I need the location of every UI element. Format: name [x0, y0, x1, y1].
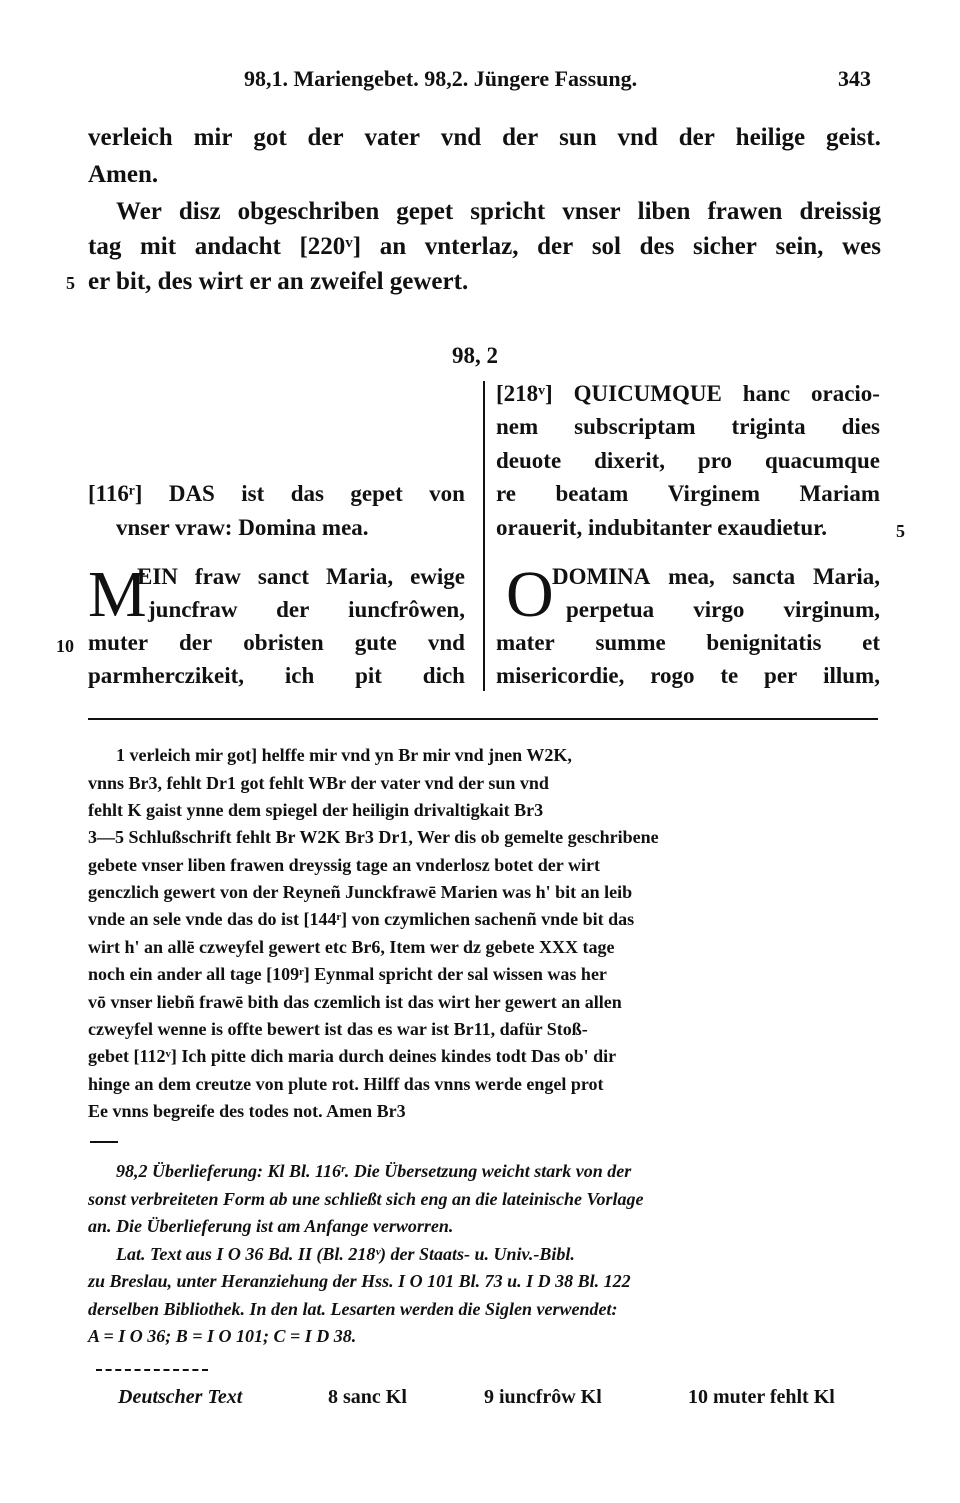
apparatus-rule: [88, 718, 878, 720]
word: oracio-: [811, 381, 880, 406]
word: DAS: [168, 481, 215, 506]
word: verleich: [88, 124, 173, 151]
word: quacumque: [764, 448, 880, 473]
latin-rubric-line-1: [496, 381, 880, 407]
line-number: 10: [56, 636, 74, 656]
apparatus-line-14: Ee vnns begreife des todes not. Amen Br3: [88, 1101, 406, 1121]
german-body-line-2: [148, 597, 465, 623]
word: disz: [178, 198, 221, 225]
apparatus-line-5: gebete vnser liben frawen dreyssig tage an vnderlosz botet der wirt: [88, 855, 600, 875]
german-body-line-4: [88, 663, 465, 689]
footer-label: Deutscher Text: [118, 1386, 243, 1408]
word: wes: [842, 233, 881, 260]
word: dreissig: [799, 198, 881, 225]
word: te: [720, 663, 739, 688]
german-title-line-1: [88, 481, 465, 507]
word: mater: [496, 630, 555, 655]
word: hanc: [742, 381, 791, 406]
word: an: [379, 233, 407, 260]
word: spricht: [470, 198, 546, 225]
latin-rubric-line-2: [496, 414, 880, 440]
word: dich: [422, 663, 465, 688]
notes-line-4: Lat. Text aus I O 36 Bd. II (Bl. 218ᵛ) der Staats- u. Univ.-Bibl.: [116, 1244, 575, 1264]
word: vnd: [440, 124, 482, 151]
word: liben: [637, 198, 691, 225]
main-text-line-2: Amen.: [88, 161, 159, 188]
word: der: [678, 124, 715, 151]
line-number: 5: [66, 273, 75, 293]
word: muter: [88, 630, 149, 655]
word: fraw: [194, 564, 241, 589]
word: ewige: [410, 564, 465, 589]
apparatus-line-6: genczlich gewert von der Reyneñ Junckfrawē Marien was h' bit an leib: [88, 882, 633, 902]
footer-entry-2: 9 iuncfrôw Kl: [484, 1386, 602, 1408]
word: der: [276, 597, 310, 622]
word: rogo: [650, 663, 695, 688]
footer-entry-3: 10 muter fehlt Kl: [688, 1386, 835, 1408]
footer-separator: [96, 1369, 208, 1371]
word: der: [307, 124, 344, 151]
word: gute: [354, 630, 397, 655]
german-title-line-2: vnser vraw: Domina mea.: [116, 515, 369, 540]
word: Maria,: [326, 564, 394, 589]
drop-cap-m: M: [88, 558, 147, 631]
word: sol: [591, 233, 622, 260]
word: gepet: [350, 481, 403, 506]
word: sun: [559, 124, 597, 151]
notes-line-7: A = I O 36; B = I O 101; C = I D 38.: [88, 1326, 357, 1346]
line-number: 5: [896, 521, 905, 541]
word: der: [537, 233, 574, 260]
word: das: [290, 481, 324, 506]
notes-line-6: derselben Bibliothek. In den lat. Lesarten werden die Siglen verwendet:: [88, 1299, 618, 1319]
word: sanct: [257, 564, 310, 589]
word: subscriptam: [574, 414, 696, 439]
main-text-line-3: [116, 198, 881, 226]
word: der: [502, 124, 539, 151]
word: Wer: [116, 198, 162, 225]
word: mir: [193, 124, 233, 151]
apparatus-line-11: czweyfel wenne is offte bewert ist das es war ist Br11, dafür Stoß-: [88, 1019, 588, 1039]
main-text-line-4: [88, 233, 881, 261]
apparatus-line-3: fehlt K gaist ynne dem spiegel der heiligin drivaltigkait Br3: [88, 800, 544, 820]
main-text-line-1: [88, 124, 881, 152]
apparatus-line-13: hinge an dem creutze von plute rot. Hilff das vnns werde engel prot: [88, 1074, 604, 1094]
word: illum,: [823, 663, 880, 688]
apparatus-line-8: wirt h' an allē czweyfel gewert etc Br6, Item wer dz gebete XXX tage: [88, 937, 615, 957]
word: ich: [284, 663, 315, 688]
apparatus-line-12: gebet [112ᵛ] Ich pitte dich maria durch deines kindes todt Das ob' dir: [88, 1046, 617, 1066]
latin-body-line-4: [496, 663, 880, 689]
word: frawen: [707, 198, 783, 225]
word: got: [253, 124, 287, 151]
word: tag: [88, 233, 122, 260]
word: iuncfrôwen,: [348, 597, 465, 622]
word: gepet: [396, 198, 454, 225]
word: sein,: [775, 233, 824, 260]
word: vnd: [617, 124, 658, 151]
word: et: [862, 630, 880, 655]
apparatus-line-9: noch ein ander all tage [109ʳ] Eynmal spricht der sal wissen was her: [88, 964, 607, 984]
word: pit: [355, 663, 382, 688]
latin-body-line-3: [496, 630, 880, 656]
word: obgeschriben: [237, 198, 380, 225]
word: Maria,: [812, 564, 880, 589]
word: QUICUMQUE: [573, 381, 722, 406]
word: re: [496, 481, 517, 506]
word: vnd: [427, 630, 465, 655]
word: Mariam: [799, 481, 880, 506]
word: EIN: [137, 564, 178, 589]
page-number: 343: [838, 66, 871, 91]
word: dies: [841, 414, 880, 439]
word: [218ᵛ]: [496, 381, 553, 406]
main-text-line-5: er bit, des wirt er an zweifel gewert.: [88, 268, 469, 295]
word: virgo: [693, 597, 745, 622]
word: obristen: [243, 630, 324, 655]
running-head: 98,1. Mariengebet. 98,2. Jüngere Fassung.: [244, 66, 638, 91]
word: virginum,: [783, 597, 880, 622]
latin-rubric-line-3: [496, 448, 880, 474]
notes-line-3: an. Die Überlieferung ist am Anfange verworren.: [88, 1216, 454, 1236]
word: dixerit,: [594, 448, 665, 473]
notes-separator: [90, 1141, 118, 1143]
word: pro: [697, 448, 733, 473]
word: des: [639, 233, 675, 260]
apparatus-line-7: vnde an sele vnde das do ist [144ʳ] von czymlichen sachenñ vnde bit das: [88, 909, 635, 929]
word: beatam: [555, 481, 629, 506]
word: geist.: [825, 124, 881, 151]
word: sicher: [693, 233, 757, 260]
footer-entry-1: 8 sanc Kl: [328, 1386, 407, 1408]
notes-line-2: sonst verbreiteten Form ab une schließt sich eng an die lateinische Vorlage: [88, 1189, 644, 1209]
german-body-line-3: [88, 630, 465, 656]
notes-line-5: zu Breslau, unter Heranziehung der Hss. I O 101 Bl. 73 u. I D 38 Bl. 122: [88, 1271, 631, 1291]
apparatus-line-10: vō vnser liebñ frawē bith das czemlich ist das wirt her gewert an allen: [88, 992, 622, 1012]
word: [116ʳ]: [88, 481, 143, 506]
word: andacht: [194, 233, 281, 260]
apparatus-line-1: 1 verleich mir got] helffe mir vnd yn Br mir vnd jnen W2K,: [116, 745, 572, 765]
section-heading: 98, 2: [452, 343, 498, 368]
column-divider: [483, 381, 485, 691]
word: mit: [139, 233, 177, 260]
latin-body-line-1: [552, 564, 880, 590]
word: deuote: [496, 448, 562, 473]
notes-line-1: 98,2 Überlieferung: Kl Bl. 116ʳ. Die Übersetzung weicht stark von der: [116, 1161, 632, 1181]
apparatus-line-4: 3—5 Schlußschrift fehlt Br W2K Br3 Dr1, Wer dis ob gemelte geschribene: [88, 827, 659, 847]
word: vater: [364, 124, 421, 151]
word: benignitatis: [706, 630, 822, 655]
drop-cap-o: O: [506, 558, 554, 631]
word: summe: [595, 630, 666, 655]
word: vnterlaz,: [424, 233, 519, 260]
word: per: [764, 663, 798, 688]
word: misericordie,: [496, 663, 625, 688]
word: [220ᵛ]: [299, 233, 362, 260]
word: sancta: [732, 564, 796, 589]
word: triginta: [731, 414, 806, 439]
word: juncfraw: [148, 597, 238, 622]
word: Virginem: [667, 481, 761, 506]
word: mea,: [668, 564, 715, 589]
word: parmherczikeit,: [88, 663, 245, 688]
word: vnser: [562, 198, 621, 225]
apparatus-line-2: vnns Br3, fehlt Dr1 got fehlt WBr der vater vnd der sun vnd: [88, 773, 549, 793]
latin-body-line-2: [566, 597, 880, 623]
word: DOMINA: [552, 564, 651, 589]
word: der: [179, 630, 213, 655]
word: ist: [241, 481, 265, 506]
word: perpetua: [566, 597, 655, 622]
word: heilige: [735, 124, 806, 151]
word: von: [429, 481, 465, 506]
german-body-line-1: [137, 564, 465, 590]
latin-rubric-line-5: orauerit, indubitanter exaudietur.: [496, 515, 827, 540]
word: nem: [496, 414, 539, 439]
latin-rubric-line-4: [496, 481, 880, 507]
